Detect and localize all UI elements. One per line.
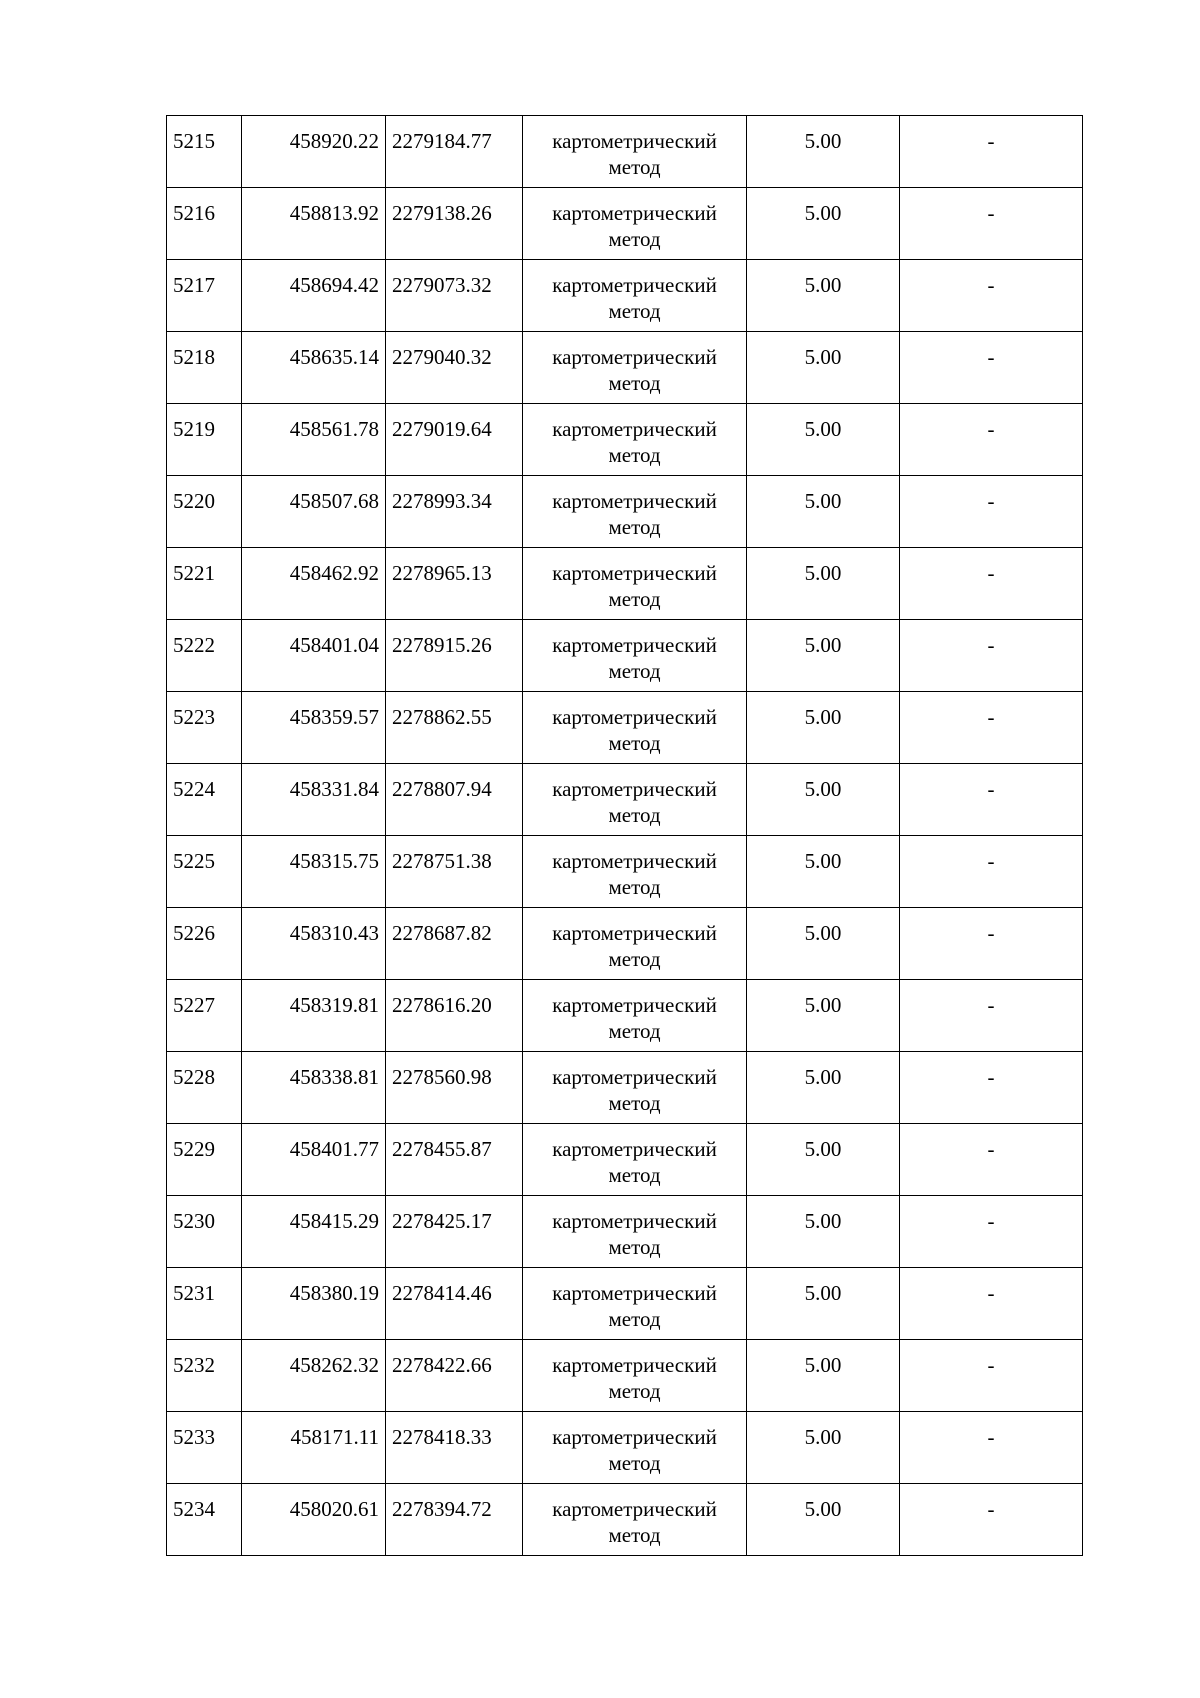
- y-coordinate-cell: 2278915.26: [386, 620, 523, 692]
- error-cell: 5.00: [747, 836, 900, 908]
- method-cell: картометрический метод: [523, 1268, 747, 1340]
- table-row: [167, 1268, 1083, 1340]
- table-row: [167, 116, 1083, 188]
- point-number-cell: 5222: [167, 620, 242, 692]
- table-row: [167, 404, 1083, 476]
- y-coordinate-cell: 2278425.17: [386, 1196, 523, 1268]
- method-cell: картометрический метод: [523, 1484, 747, 1556]
- description-cell: -: [900, 980, 1083, 1052]
- y-coordinate-cell: 2279019.64: [386, 404, 523, 476]
- method-cell: картометрический метод: [523, 1412, 747, 1484]
- table-row: [167, 980, 1083, 1052]
- x-coordinate-cell: 458920.22: [242, 116, 386, 188]
- description-cell: -: [900, 1052, 1083, 1124]
- method-cell: картометрический метод: [523, 980, 747, 1052]
- x-coordinate-cell: 458813.92: [242, 188, 386, 260]
- point-number-cell: 5231: [167, 1268, 242, 1340]
- point-number-cell: 5218: [167, 332, 242, 404]
- table-row: [167, 692, 1083, 764]
- method-cell: картометрический метод: [523, 332, 747, 404]
- error-cell: 5.00: [747, 1052, 900, 1124]
- description-cell: -: [900, 548, 1083, 620]
- method-cell: картометрический метод: [523, 476, 747, 548]
- description-cell: -: [900, 1412, 1083, 1484]
- description-cell: -: [900, 188, 1083, 260]
- x-coordinate-cell: 458310.43: [242, 908, 386, 980]
- method-cell: картометрический метод: [523, 1340, 747, 1412]
- description-cell: -: [900, 1340, 1083, 1412]
- method-cell: картометрический метод: [523, 1124, 747, 1196]
- error-cell: 5.00: [747, 692, 900, 764]
- point-number-cell: 5230: [167, 1196, 242, 1268]
- y-coordinate-cell: 2278422.66: [386, 1340, 523, 1412]
- table-row: [167, 548, 1083, 620]
- table-row: [167, 1484, 1083, 1556]
- table-row: [167, 1196, 1083, 1268]
- error-cell: 5.00: [747, 1340, 900, 1412]
- table-row: [167, 188, 1083, 260]
- error-cell: 5.00: [747, 1412, 900, 1484]
- x-coordinate-cell: 458561.78: [242, 404, 386, 476]
- x-coordinate-cell: 458401.04: [242, 620, 386, 692]
- table-row: [167, 1124, 1083, 1196]
- error-cell: 5.00: [747, 1196, 900, 1268]
- x-coordinate-cell: 458359.57: [242, 692, 386, 764]
- table-row: [167, 1412, 1083, 1484]
- point-number-cell: 5220: [167, 476, 242, 548]
- error-cell: 5.00: [747, 404, 900, 476]
- method-cell: картометрический метод: [523, 836, 747, 908]
- y-coordinate-cell: 2278560.98: [386, 1052, 523, 1124]
- description-cell: -: [900, 620, 1083, 692]
- point-number-cell: 5224: [167, 764, 242, 836]
- point-number-cell: 5228: [167, 1052, 242, 1124]
- y-coordinate-cell: 2278687.82: [386, 908, 523, 980]
- error-cell: 5.00: [747, 476, 900, 548]
- description-cell: -: [900, 1124, 1083, 1196]
- x-coordinate-cell: 458020.61: [242, 1484, 386, 1556]
- table-row: [167, 1340, 1083, 1412]
- description-cell: -: [900, 404, 1083, 476]
- point-number-cell: 5229: [167, 1124, 242, 1196]
- method-cell: картометрический метод: [523, 188, 747, 260]
- y-coordinate-cell: 2279040.32: [386, 332, 523, 404]
- method-cell: картометрический метод: [523, 692, 747, 764]
- point-number-cell: 5232: [167, 1340, 242, 1412]
- error-cell: 5.00: [747, 1484, 900, 1556]
- x-coordinate-cell: 458380.19: [242, 1268, 386, 1340]
- method-cell: картометрический метод: [523, 116, 747, 188]
- x-coordinate-cell: 458694.42: [242, 260, 386, 332]
- description-cell: -: [900, 836, 1083, 908]
- point-number-cell: 5234: [167, 1484, 242, 1556]
- y-coordinate-cell: 2278862.55: [386, 692, 523, 764]
- method-cell: картометрический метод: [523, 1052, 747, 1124]
- point-number-cell: 5225: [167, 836, 242, 908]
- table-row: [167, 1052, 1083, 1124]
- y-coordinate-cell: 2278807.94: [386, 764, 523, 836]
- point-number-cell: 5215: [167, 116, 242, 188]
- x-coordinate-cell: 458315.75: [242, 836, 386, 908]
- error-cell: 5.00: [747, 1124, 900, 1196]
- error-cell: 5.00: [747, 1268, 900, 1340]
- y-coordinate-cell: 2278993.34: [386, 476, 523, 548]
- method-cell: картометрический метод: [523, 764, 747, 836]
- x-coordinate-cell: 458319.81: [242, 980, 386, 1052]
- table-row: [167, 764, 1083, 836]
- point-number-cell: 5219: [167, 404, 242, 476]
- point-number-cell: 5216: [167, 188, 242, 260]
- x-coordinate-cell: 458507.68: [242, 476, 386, 548]
- table-row: [167, 908, 1083, 980]
- description-cell: -: [900, 692, 1083, 764]
- point-number-cell: 5221: [167, 548, 242, 620]
- description-cell: -: [900, 1196, 1083, 1268]
- table-row: [167, 260, 1083, 332]
- point-number-cell: 5217: [167, 260, 242, 332]
- method-cell: картометрический метод: [523, 548, 747, 620]
- x-coordinate-cell: 458635.14: [242, 332, 386, 404]
- description-cell: -: [900, 476, 1083, 548]
- error-cell: 5.00: [747, 332, 900, 404]
- x-coordinate-cell: 458462.92: [242, 548, 386, 620]
- error-cell: 5.00: [747, 980, 900, 1052]
- y-coordinate-cell: 2279073.32: [386, 260, 523, 332]
- table-row: [167, 476, 1083, 548]
- error-cell: 5.00: [747, 260, 900, 332]
- coordinates-table: [166, 115, 1083, 1556]
- description-cell: -: [900, 1268, 1083, 1340]
- x-coordinate-cell: 458171.11: [242, 1412, 386, 1484]
- x-coordinate-cell: 458415.29: [242, 1196, 386, 1268]
- point-number-cell: 5223: [167, 692, 242, 764]
- description-cell: -: [900, 116, 1083, 188]
- table-body: [167, 116, 1083, 1556]
- method-cell: картометрический метод: [523, 1196, 747, 1268]
- table-row: [167, 836, 1083, 908]
- y-coordinate-cell: 2278965.13: [386, 548, 523, 620]
- y-coordinate-cell: 2278616.20: [386, 980, 523, 1052]
- table-row: [167, 332, 1083, 404]
- y-coordinate-cell: 2278418.33: [386, 1412, 523, 1484]
- y-coordinate-cell: 2279184.77: [386, 116, 523, 188]
- description-cell: -: [900, 332, 1083, 404]
- x-coordinate-cell: 458338.81: [242, 1052, 386, 1124]
- y-coordinate-cell: 2278394.72: [386, 1484, 523, 1556]
- point-number-cell: 5233: [167, 1412, 242, 1484]
- x-coordinate-cell: 458331.84: [242, 764, 386, 836]
- description-cell: -: [900, 260, 1083, 332]
- error-cell: 5.00: [747, 908, 900, 980]
- description-cell: -: [900, 764, 1083, 836]
- table-row: [167, 620, 1083, 692]
- description-cell: -: [900, 908, 1083, 980]
- y-coordinate-cell: 2279138.26: [386, 188, 523, 260]
- point-number-cell: 5226: [167, 908, 242, 980]
- y-coordinate-cell: 2278414.46: [386, 1268, 523, 1340]
- error-cell: 5.00: [747, 620, 900, 692]
- x-coordinate-cell: 458262.32: [242, 1340, 386, 1412]
- error-cell: 5.00: [747, 548, 900, 620]
- description-cell: -: [900, 1484, 1083, 1556]
- method-cell: картометрический метод: [523, 620, 747, 692]
- y-coordinate-cell: 2278455.87: [386, 1124, 523, 1196]
- point-number-cell: 5227: [167, 980, 242, 1052]
- y-coordinate-cell: 2278751.38: [386, 836, 523, 908]
- error-cell: 5.00: [747, 764, 900, 836]
- method-cell: картометрический метод: [523, 908, 747, 980]
- method-cell: картометрический метод: [523, 404, 747, 476]
- method-cell: картометрический метод: [523, 260, 747, 332]
- error-cell: 5.00: [747, 188, 900, 260]
- error-cell: 5.00: [747, 116, 900, 188]
- x-coordinate-cell: 458401.77: [242, 1124, 386, 1196]
